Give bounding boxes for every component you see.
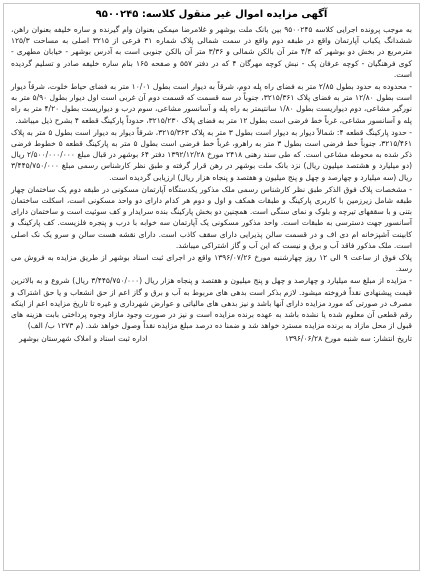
notice-paragraph-auction-time: پلاک فوق از ساعت ۹ الی ۱۲ روز چهارشنبه مورخ ۱۳۹۶/۰۷/۲۶ واقع در اجرای ثبت اسناد بوشهر از طریق مزایده به فروش می رسد. — [11, 253, 413, 274]
notice-title: آگهی مزایده اموال غیر منقول کلاسه: ۹۵۰۰۲۴۵ — [95, 9, 328, 20]
notice-paragraph-intro: به موجب پرونده اجرایی کلاسه ۹۵۰۰۲۴۵ بین بانک ملت بوشهر و غلامرضا میمکی بعنوان وام گیرنده و ساره خلیفه بعنوان راهن، ششدانگ یکباب آپارتمان واقع در طبقه دوم واقع در سمت شمالی پلاک شماره ۳۱ فرعی از ۳۲۱۵ اصلی به مساحت ۱۲۵/۳ مترمربع در بخش دو بوشهر که ۴/۴ متر آن بالکن شمالی و ۳/۳۶ متر آن بالکن جنوبی است به آدرس بوشهر - خیابان مطهری - کوی فرهنگیان - کوچه عرفان پک - نبش کوچه مهرگان ۴ که در دفتر ۵۵۷ و صفحه ۱۶۵ بنام ساره خلیفه صادر و تسلیم گردیده است. — [11, 25, 412, 79]
notice-footer — [11, 333, 412, 344]
notice-body — [11, 24, 412, 331]
auction-notice — [3, 3, 420, 571]
notice-paragraph-terms: - مزایده از مبلغ سه میلیارد و چهارصد و چهل و پنج میلیون و هفتصد و پنجاه هزار ریال (۳/۴۴۵/۷۵۰/۰۰۰ ریال) شروع و به بالاترین قیمت پیشنهادی نقداً فروخته میشود. لازم بذکر است بدهی های مربوط به آب و برق و گاز اعم از حق انشعاب و یا حق اشتراک و مصرف در صورتی که مورد مزایده دارای آنها باشد و نیز بدهی های مالیاتی و عوارض شهرداری و غیره تا تاریخ مزایده اعم از اینکه رقم قطعی آن معلوم شده یا نشده باشد به عهده برنده مزایده است و نیز در صورت وجود مازاد وجوه پرداختی بابت هزینه های قبول از محل مازاد به برنده مزایده مسترد خواهد شد و ضمنا ده درصد مبلغ مزایده نقداً وصول خواهد شد. (م ۱۲۷۳ ب/ الف) — [11, 276, 412, 331]
issuing-office: اداره ثبت اسناد و املاک شهرستان بوشهر — [19, 334, 148, 344]
notice-paragraph-boundaries: - محدوده به حدود بطول ۲/۸۵ متر به فضای راه پله دوم، شرقاً به دیوار است بطول ۱۰/۰۱ متر به فضای حیاط خلوت، شرقاً دیوار است بطول ۱۲/۸۰ متر به فضای پلاک ۳۲۱۵/۳۶۱، جنوباً در سه قسمت که قسمت دوم آن غربی است اول دیوار بطول ۵/۹۰ متر به نورگیر مشاعی، دوم دیواریست بطول ۱/۸۰ سانتیمتر به راه پله و آسانسور مشاعی، سوم درب و دیواریست بطول ۴/۲۰ متر به راه پله و آسانسور مشاعی، غرباً خط فرضی است بطول ۱۲ متر به فضای پلاک ۳۲۱۵/۲۳۰، حدوداً پارکینگ قطعه ۴ بشرح ذیل میباشد. — [11, 82, 412, 125]
publication-date: تاریخ انتشار: سه شنبه مورخ ۱۳۹۶/۰۶/۲۸ — [284, 334, 412, 344]
notice-paragraph-specifications: - مشخصات پلاک فوق الذکر طبق نظر کارشناس رسمی ملک مذکور یکدستگاه آپارتمان مسکونی در طبقه دوم یک ساختمان چهار طبقه شامل زیرزمین با کاربری پارکینگ و طبقات همکف و اول و دوم هر کدام دارای دو واحد مسکونی است، اسکلت ساختمان بتنی و با سقفهای تیرچه و بلوک و نمای سنگی است. همچنین دو بخش پارکینگ بنده سرایدار و کف سوئیت است و ساختمان دارای آسانسور جهت دسترسی به طبقات است. واحد مذکور مسکونی یک آپارتمان سه خوابه با درب و پنجره فلزیست. کف پارکینگ و کابینت آشپزخانه ام دی اف و در قسمت سالن پذیرایی دارای سقف کاذب است. دارای نقشه هست سالن و سرو یک نک اصلی است. ملک مذکور فاقد آب و برق و نیست که این آب و گاز اشتراکی میباشد. — [11, 184, 412, 250]
notice-paragraph-parking: - حدود پارکینگ قطعه ۴: شمالاً دیوار به دیوار است بطول ۳ متر به پلاک ۳۲۱۵/۳۶۳، شرقاً دیوار به دیوار است بطول ۵ متر به پلاک ۳۲۱۵/۴۶۱، جنوباً خط فرضی است بطول ۳ متر به راهرو، غرباً خط فرضی است بطول ۵ متر به پارکینگ قطعه ۵ خطوط فرضی ذکر شده به محوطه مشاعی است. که طی سند رهنی ۲۴۱۸ مورخ ۱۳۹۲/۱۲/۲۸ دفتر ۶۴ بوشهر در قبال مبلغ ۲/۵۰۰/۰۰۰/۰۰۰ ریال (دو میلیارد و هشتصد میلیون ریال) نزد بانک ملت بوشهر در رهن قرار گرفته و طبق نظر کارشناس رسمی مبلغ ۳/۴۴۵/۷۵۰/۰۰۰ ریال (سه میلیارد و چهارصد و چهل و پنج میلیون و هفتصد و پنجاه هزار ریال) ارزیابی گردیده است. — [11, 127, 413, 182]
